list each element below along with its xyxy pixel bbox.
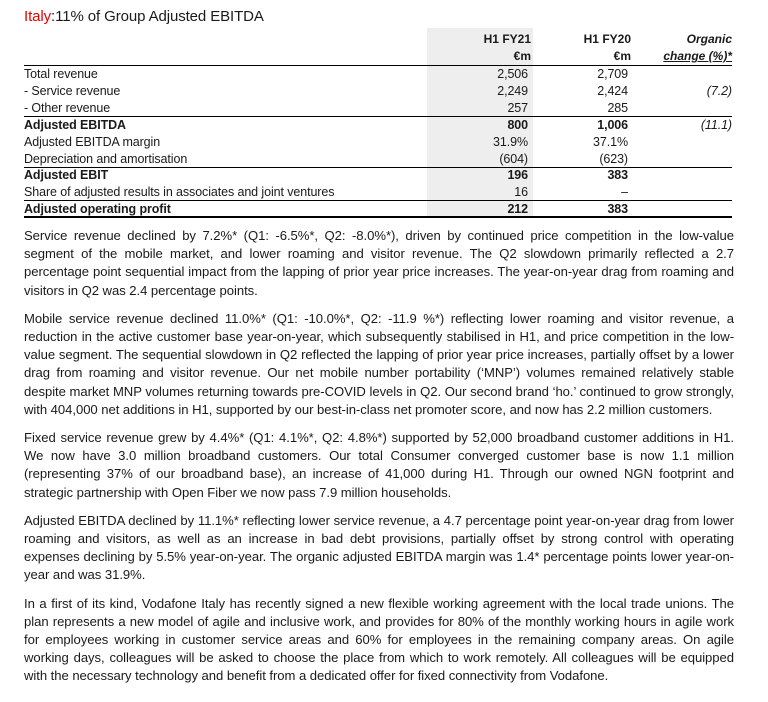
paragraph-adjusted-ebitda: Adjusted EBITDA declined by 11.1%* reflecting lower service revenue, a 4.7 percentage point year-on-year drag from lower roaming and visitors, as well as an increase in bad debt provisions, partially offset by strong control with operating expenses declining by 5.5% year-on-year. The organic adjusted EBITDA margin was 1.4* percentage points lower year-on-year and was 31.9%.	[24, 512, 734, 583]
page-title	[24, 8, 264, 25]
value-h1fy21: 212	[507, 202, 528, 217]
row-label: Adjusted EBITDA	[24, 117, 126, 132]
row-label: Adjusted EBIT	[24, 168, 109, 183]
column-header-h1fy21	[427, 31, 531, 65]
column-label: H1 FY21	[483, 32, 531, 46]
value-h1fy21: 800	[507, 117, 528, 132]
value-organic	[628, 184, 732, 201]
value-h1fy20: –	[621, 185, 628, 200]
table-row	[24, 167, 732, 184]
value-organic	[628, 151, 732, 168]
column-unit: €m	[513, 49, 531, 63]
row-label: Depreciation and amortisation	[24, 151, 188, 166]
column-unit: change (%)*	[663, 49, 732, 63]
value-h1fy20: 1,006	[597, 117, 628, 132]
value-h1fy20: 383	[607, 202, 628, 217]
paragraph-service-revenue: Service revenue declined by 7.2%* (Q1: -6.5%*, Q2: -8.0%*), driven by continued price competition in the low-value segment of the mobile market, and lower roaming and visitor revenue. The Q2 slowdown primarily reflected a 2.7 percentage point sequential impact from the lapping of prior year price increases. The year-on-year drag from roaming and visitors in Q2 was 2.4 percentage points.	[24, 228, 734, 298]
table-row	[24, 66, 732, 83]
value-h1fy21: 2,249	[497, 83, 528, 98]
table-bottom-rule	[24, 216, 732, 218]
table-row	[24, 100, 732, 117]
row-label: Total revenue	[24, 67, 98, 81]
rule-after-associates	[24, 200, 732, 201]
value-h1fy21: 31.9%	[493, 134, 528, 149]
commentary	[24, 227, 734, 696]
column-label: H1 FY20	[583, 32, 631, 46]
value-h1fy21: 2,506	[497, 67, 528, 81]
row-label: Adjusted operating profit	[24, 202, 171, 217]
table-row	[24, 134, 732, 151]
value-h1fy20: 2,424	[597, 83, 628, 98]
column-label: Organic	[686, 32, 732, 46]
paragraph-fixed-service-revenue: Fixed service revenue grew by 4.4%* (Q1: 4.1%*, Q2: 4.8%*) supported by 52,000 broadband customer additions in H1. We now have 3.0 million broadband customers. Our total Consumer converged customer base is now 1.1 million (representing 37% of our broadband base), an increase of 41,000 during H1. Through our owned NGN footprint and strategic partnership with Open Fiber we now pass 7.9 million households.	[24, 430, 734, 500]
value-organic	[628, 66, 732, 83]
value-organic	[628, 134, 732, 151]
rule-after-depreciation	[24, 167, 732, 168]
value-h1fy20: 2,709	[597, 67, 628, 81]
financial-table	[24, 66, 732, 218]
value-organic: (7.2)	[706, 83, 732, 98]
value-h1fy21: (604)	[499, 151, 528, 166]
row-label: Share of adjusted results in associates and joint ventures	[24, 185, 335, 200]
value-h1fy20: (623)	[599, 151, 628, 166]
column-unit: €m	[613, 49, 631, 63]
value-h1fy21: 196	[507, 168, 528, 183]
value-h1fy20: 383	[607, 168, 628, 183]
column-header-h1fy20	[533, 31, 631, 65]
paragraph-mobile-service-revenue: Mobile service revenue declined 11.0%* (Q1: -10.0%*, Q2: -11.9 %*) reflecting lower roaming and visitor revenue, a reduction in the active customer base year-on-year, which subsequently stabilised in H1, and price competition in the low-value segment. The sequential slowdown in Q2 reflected the lapping of prior year price increases, partially offset by a lower drag from roaming and visitor revenue. Our net mobile number portability (‘MNP’) volumes remained relatively stable despite market MNP volumes returning towards pre-COVID levels in Q2. Our second brand ‘ho.’ continued to grow strongly, with 404,000 net additions in H1, supported by our best-in-class net promoter score, and now has 2.2 million customers.	[24, 310, 734, 417]
value-organic	[628, 100, 732, 117]
title-separator: :	[51, 8, 56, 25]
value-h1fy21: 16	[514, 185, 528, 200]
row-label: - Other revenue	[24, 100, 111, 115]
table-row	[24, 117, 732, 134]
value-organic: (11.1)	[700, 117, 732, 132]
value-h1fy20: 285	[607, 100, 628, 115]
value-h1fy21: 257	[507, 100, 528, 115]
rule-after-other-revenue	[24, 116, 732, 117]
table-row	[24, 184, 732, 201]
region-name: Italy	[24, 8, 52, 25]
paragraph-flexible-working: In a first of its kind, Vodafone Italy has recently signed a new flexible working agreement with the local trade unions. The plan represents a new model of agile and inclusive work, and provides for 80% of the monthly working hours in agile work for employees working in customer service areas and 60% for employees in the remaining company areas. On agile working days, colleagues will be asked to choose the place from which to work remotely. All colleagues will be equipped with the necessary technology and benefit from a dedicated offer for fixed connectivity from Vodafone.	[24, 595, 734, 684]
value-organic	[628, 167, 732, 184]
title-text: 11% of Group Adjusted EBITDA	[55, 8, 264, 25]
table-row	[24, 151, 732, 168]
table-row	[24, 83, 732, 100]
column-header-organic	[631, 31, 732, 65]
row-label: - Service revenue	[24, 83, 121, 98]
row-label: Adjusted EBITDA margin	[24, 134, 161, 149]
value-h1fy20: 37.1%	[593, 134, 628, 149]
